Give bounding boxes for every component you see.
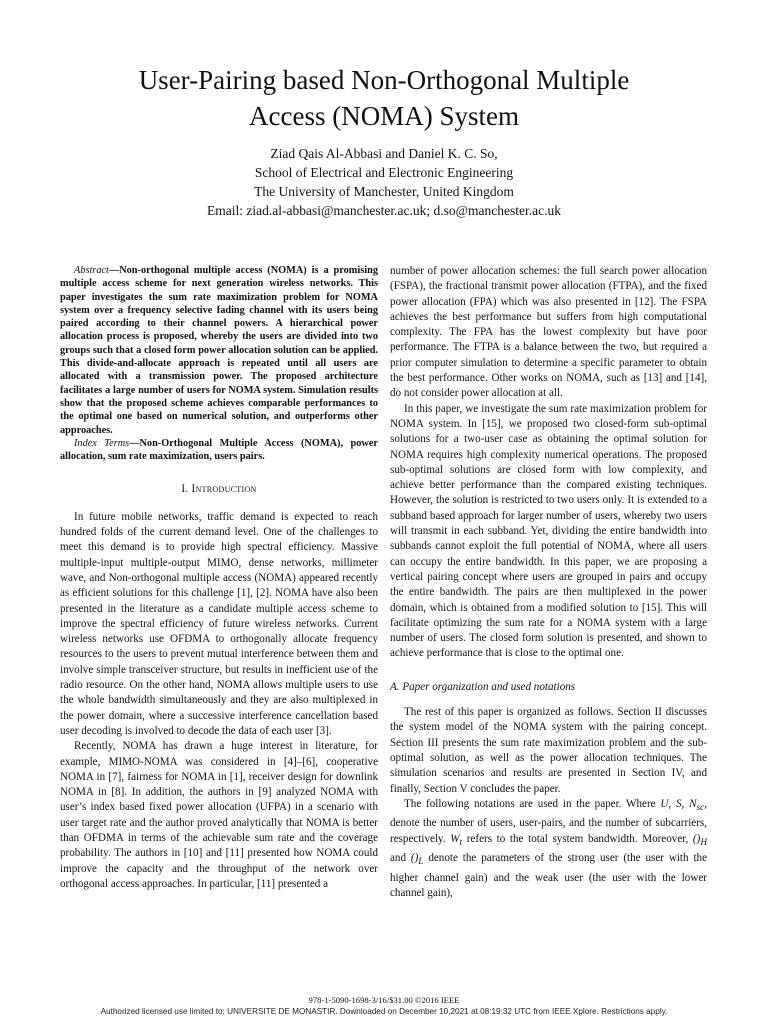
symbol-s: S [676, 797, 682, 810]
symbol-base: W [450, 832, 460, 845]
notation-text: , [668, 797, 676, 810]
intro-paragraph-4: In this paper, we investigate the sum rate maximization problem for NOMA system. In [15], we proposed two closed-form sub-optimal solutions for a two-user case as obtaining the optimal solution for NOMA requires high complexity numerical operations. The proposed sub-optimal solutions are closed form with low complexity, and achieve better performance than the compared existing techniques. However, the solution is restricted to two users only. It is extended to a subband based approach for larger number of users, whereby two users will transmit in each subband. Yet, dividing the entire bandwidth into subbands cannot exploit the full potential of NOMA, where all users can occupy the entire bandwidth. In this paper, we are proposing a vertical pairing concept where users are grouped in pairs and occupy the entire bandwidth. The pairs are then multiplexed in the power domain, which is obtained from a modified solution to [15]. This will facilitate optimizing the sum rate for a NOMA system with a large number of users. The closed form solution is presented, and shown to achieve performance that is close to the optimal one. [390, 402, 707, 660]
symbol-h [692, 832, 707, 848]
title-line: Access (NOMA) System [249, 101, 519, 131]
intro-paragraph-3: number of power allocation schemes: the full search power allocation (FSPA), the fractional transmit power allocation (FTPA), and the fixed power allocation (FPA) which was also presented in [12]. The FSPA achieves the best performance but suffers from high computational complexity. The FPA has the lowest complexity but have poor performance. The FTPA is a balance between the two, but required a prior computer simulation to determine a specific parameter to obtain the best performance. Other works on NOMA, such as [13] and [14], do not consider power allocation at all. [390, 265, 707, 400]
symbol-subscript: sc [696, 803, 705, 814]
intro-paragraph-2: Recently, NOMA has drawn a huge interest in literature, for example, MIMO-NOMA was considered in [4]–[6], cooperative NOMA in [7], fairness for NOMA in [1], receiver design for downlink NOMA in [8]. In addition, the authors in [9] analyzed NOMA with user’s index based fixed power allocation (UFPA) in a scenario with user target rate and the author proved analytically that NOMA is better than OFDMA in terms of the achievable sum rate and the coverage probability. The authors in [10] and [11] presented how NOMA could improve the capacity and the throughput of the network over orthogonal access approaches. In particular, [11] presented a [60, 740, 378, 890]
symbol-u: U [660, 797, 669, 810]
symbol-base: () [692, 832, 701, 845]
index-terms [60, 437, 378, 464]
notation-text: denote the parameters of the strong user (the user with the higher channel gain) and the weak user (the user with the lower channel gain), [390, 852, 707, 899]
index-terms-text: —Non-Orthogonal Multiple Access (NOMA), power allocation, sum rate maximization, users pairs. [60, 437, 378, 463]
right-column [390, 264, 707, 901]
section-title: Introduction [191, 483, 257, 496]
symbol-l [410, 852, 424, 868]
author-email: Email: ziad.al-abbasi@manchester.ac.uk; d.so@manchester.ac.uk [207, 203, 561, 218]
symbol-subscript: t [459, 837, 463, 848]
symbol-subscript: H [700, 837, 707, 848]
license-line: Authorized licensed use limited to: UNIVERSITE DE MONASTIR. Downloaded on December 10,2021 at 08:19:32 UTC from IEEE Xplore. Restrictions apply. [100, 1007, 668, 1016]
author-block [40, 144, 728, 220]
author-names: Ziad Qais Al-Abbasi and Daniel K. C. So, [270, 146, 498, 161]
abstract-text: —Non-orthogonal multiple access (NOMA) is a promising multiple access scheme for next generation wireless networks. This paper investigates the sum rate maximization problem for NOMA system over a frequency selective fading channel with its users being paired according to their channel powers. A hierarchical power allocation process is proposed, whereby the users are divided into two groups such that a closed form power allocation solution can be applied. This divide-and-allocate approach is repeated until all users are allocated with a transmission power. The proposed architecture facilitates a large number of users for NOMA system. Simulation results show that the proposed scheme achieves comparable performances to the optimal one based on numerical solution, and outperforms other approaches. [60, 265, 378, 436]
notation-text: The following notations are used in the paper. Where [404, 797, 661, 810]
left-column [60, 264, 378, 892]
organization-paragraph: The rest of this paper is organized as follows. Section II discusses the system model of the NOMA system with the pairing concept. Section III presents the sum rate maximization problem and the sub-optimal solution, as well as the power allocation techniques. The simulation scenarios and results are presented in Section IV, and finally, Section V concludes the paper. [390, 706, 707, 795]
copyright-line: 978-1-5090-1698-3/16/$31.00 ©2016 IEEE [308, 995, 460, 1005]
affiliation-university: The University of Manchester, United Kingdom [254, 184, 514, 199]
symbol-base: N [689, 797, 697, 810]
intro-paragraph-1: In future mobile networks, traffic demand is expected to reach hundred folds of the current demand level. One of the challenges to meet this demand is to provide high spectral efficiency. Massive multiple-input multiple-output MIMO, dense networks, millimeter wave, and Non-orthogonal multiple access (NOMA) appeared recently as efficient solutions for this challenge [1], [2]. NOMA have also been presented in the literature as a candidate multiple access scheme to improve the spectral efficiency of future wireless networks. Current wireless networks use OFDMA to orthogonally allocate frequency resources to the users to prevent mutual interference between them and involve simple transceiver structure, but results in inefficient use of the radio resource. On the other hand, NOMA allows multiple users to use the whole bandwidth simultaneously and they are also multiplexed in the power domain, where a successive interference cancellation based user decoding is involved to decode the data of each user [3]. [60, 510, 378, 737]
subsection-heading: A. Paper organization and used notations [390, 680, 576, 693]
paper-title [40, 62, 728, 134]
section-number: I. [181, 483, 192, 496]
abstract-label: Abstract [74, 265, 109, 276]
notation-text: , denote the number of users, user-pairs, and the number of subcarriers, respectively. [390, 797, 708, 845]
symbol-subscript: L [418, 857, 424, 868]
notation-text: refers to the total system bandwidth. Moreover, [462, 832, 693, 845]
abstract [60, 264, 378, 437]
notation-text: , [681, 797, 690, 810]
notation-text: and [390, 852, 411, 865]
notation-paragraph [390, 797, 707, 901]
section-heading-introduction [60, 482, 378, 497]
symbol-wt [450, 832, 463, 848]
index-terms-label: Index Terms [74, 437, 130, 449]
symbol-base: () [410, 852, 419, 865]
title-line: User-Pairing based Non-Orthogonal Multiple [138, 65, 630, 95]
symbol-nsc [689, 797, 705, 814]
affiliation-school: School of Electrical and Electronic Engineering [254, 165, 514, 180]
